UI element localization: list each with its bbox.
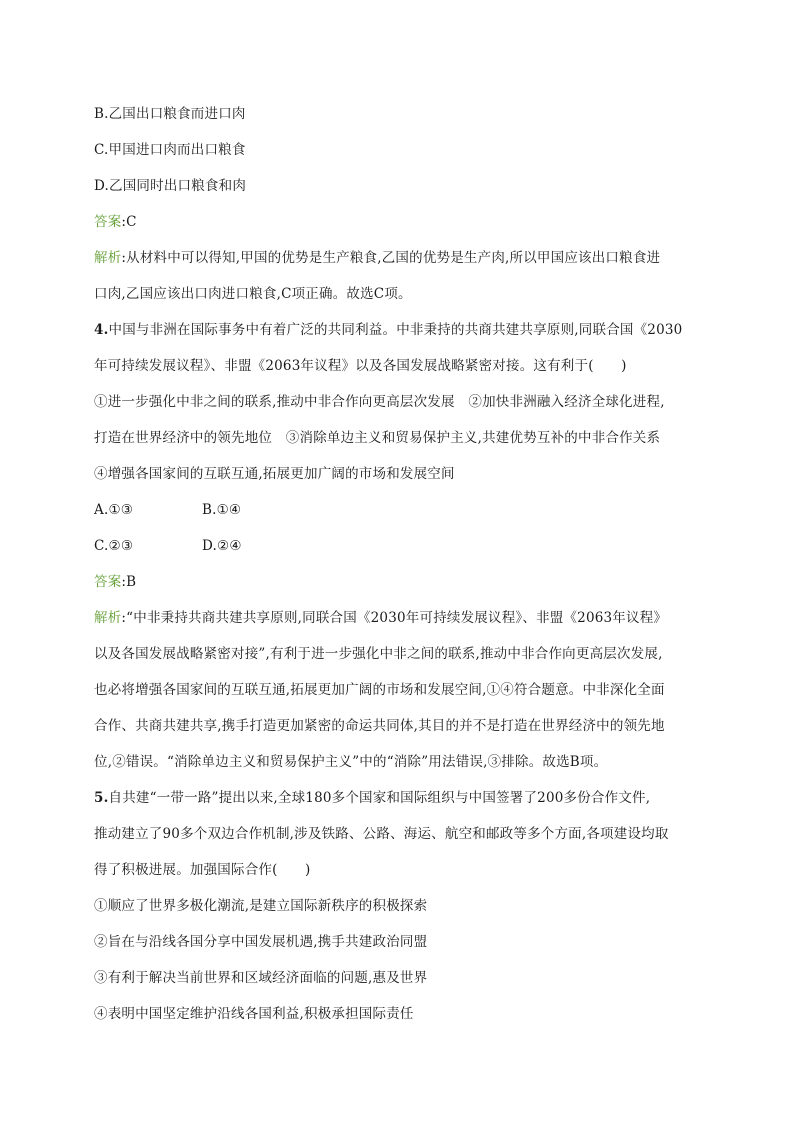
q4-analysis-line-5: 位,②错误。“消除单边主义和贸易保护主义”中的“消除”用法错误,③排除。故选B项。 (94, 754, 608, 770)
question-number: 4. (94, 322, 109, 338)
analysis-label: 解析 (94, 250, 122, 266)
q3-answer (94, 213, 704, 231)
q3-analysis-line-2: 口肉,乙国应该出口肉进口粮食,C项正确。故选C项。 (94, 286, 412, 302)
question-stem: 自共建“一带一路”提出以来,全球180多个国家和国际组织与中国签署了200多份合作文件, (108, 790, 651, 806)
q4-statement-line-1: ①进一步强化中非之间的联系,推动中非合作向更高层次发展 ②加快非洲融入经济全球化进程, (94, 394, 665, 410)
q4-options-row-1 (94, 501, 704, 519)
q4-option-c: C.②③ (94, 538, 134, 554)
q4-analysis-line-4: 合作、共商共建共享,携手打造更加紧密的命运共同体,其目的并不是打造在世界经济中的领先地 (94, 718, 665, 734)
q5-statement-1: ①顺应了世界多极化潮流,是建立国际新秩序的积极探索 (94, 898, 428, 914)
q4-statement-line-3: ④增强各国家间的互联互通,拓展更加广阔的市场和发展空间 (94, 466, 455, 482)
q4-option-d: D.②④ (202, 538, 242, 554)
q5-stem-line-1 (94, 789, 704, 807)
answer-value: :C (121, 214, 137, 230)
q3-option-b: B.乙国出口粮食而进口肉 (94, 106, 246, 122)
q4-statement-line-2: 打造在世界经济中的领先地位 ③消除单边主义和贸易保护主义,共建优势互补的中非合作关系 (94, 430, 661, 446)
q3-option-c: C.甲国进口肉而出口粮食 (94, 142, 246, 158)
q5-stem-line-2: 推动建立了90多个双边合作机制,涉及铁路、公路、海运、航空和邮政等多个方面,各项建设均取 (94, 826, 669, 842)
q4-analysis-line-1 (94, 609, 704, 627)
q4-options-row-2 (94, 537, 704, 555)
analysis-label: 解析 (94, 610, 122, 626)
q5-statement-3: ③有利于解决当前世界和区域经济面临的问题,惠及世界 (94, 970, 428, 986)
q5-statement-4: ④表明中国坚定维护沿线各国利益,积极承担国际责任 (94, 1006, 414, 1022)
question-stem: 中国与非洲在国际事务中有着广泛的共同利益。中非秉持的共商共建共享原则,同联合国《2030 (108, 322, 683, 338)
q5-stem-line-3: 得了积极进展。加强国际合作( ) (94, 862, 311, 878)
q5-statement-2: ②旨在与沿线各国分享中国发展机遇,携手共建政治同盟 (94, 934, 428, 950)
analysis-text: :从材料中可以得知,甲国的优势是生产粮食,乙国的优势是生产肉,所以甲国应该出口粮食进 (121, 250, 661, 266)
answer-label: 答案 (94, 574, 122, 590)
analysis-text: :“中非秉持共商共建共享原则,同联合国《2030年可持续发展议程》、非盟《2063年议程》 (121, 610, 668, 626)
q4-analysis-line-3: 也必将增强各国家间的互联互通,拓展更加广阔的市场和发展空间,①④符合题意。中非深化全面 (94, 682, 665, 698)
q4-answer (94, 573, 704, 591)
q3-analysis-line-1 (94, 249, 704, 267)
q4-stem-line-2: 年可持续发展议程》、非盟《2063年议程》以及各国发展战略紧密对接。这有利于( ) (94, 358, 627, 374)
q3-option-d: D.乙国同时出口粮食和肉 (94, 178, 247, 194)
q4-option-b: B.①④ (202, 502, 242, 518)
answer-label: 答案 (94, 214, 122, 230)
q4-stem-line-1 (94, 321, 704, 339)
q4-analysis-line-2: 以及各国发展战略紧密对接”,有利于进一步强化中非之间的联系,推动中非合作向更高层次发展, (94, 646, 663, 662)
answer-value: :B (121, 574, 137, 590)
q4-option-a: A.①③ (94, 502, 134, 518)
question-number: 5. (94, 790, 109, 806)
